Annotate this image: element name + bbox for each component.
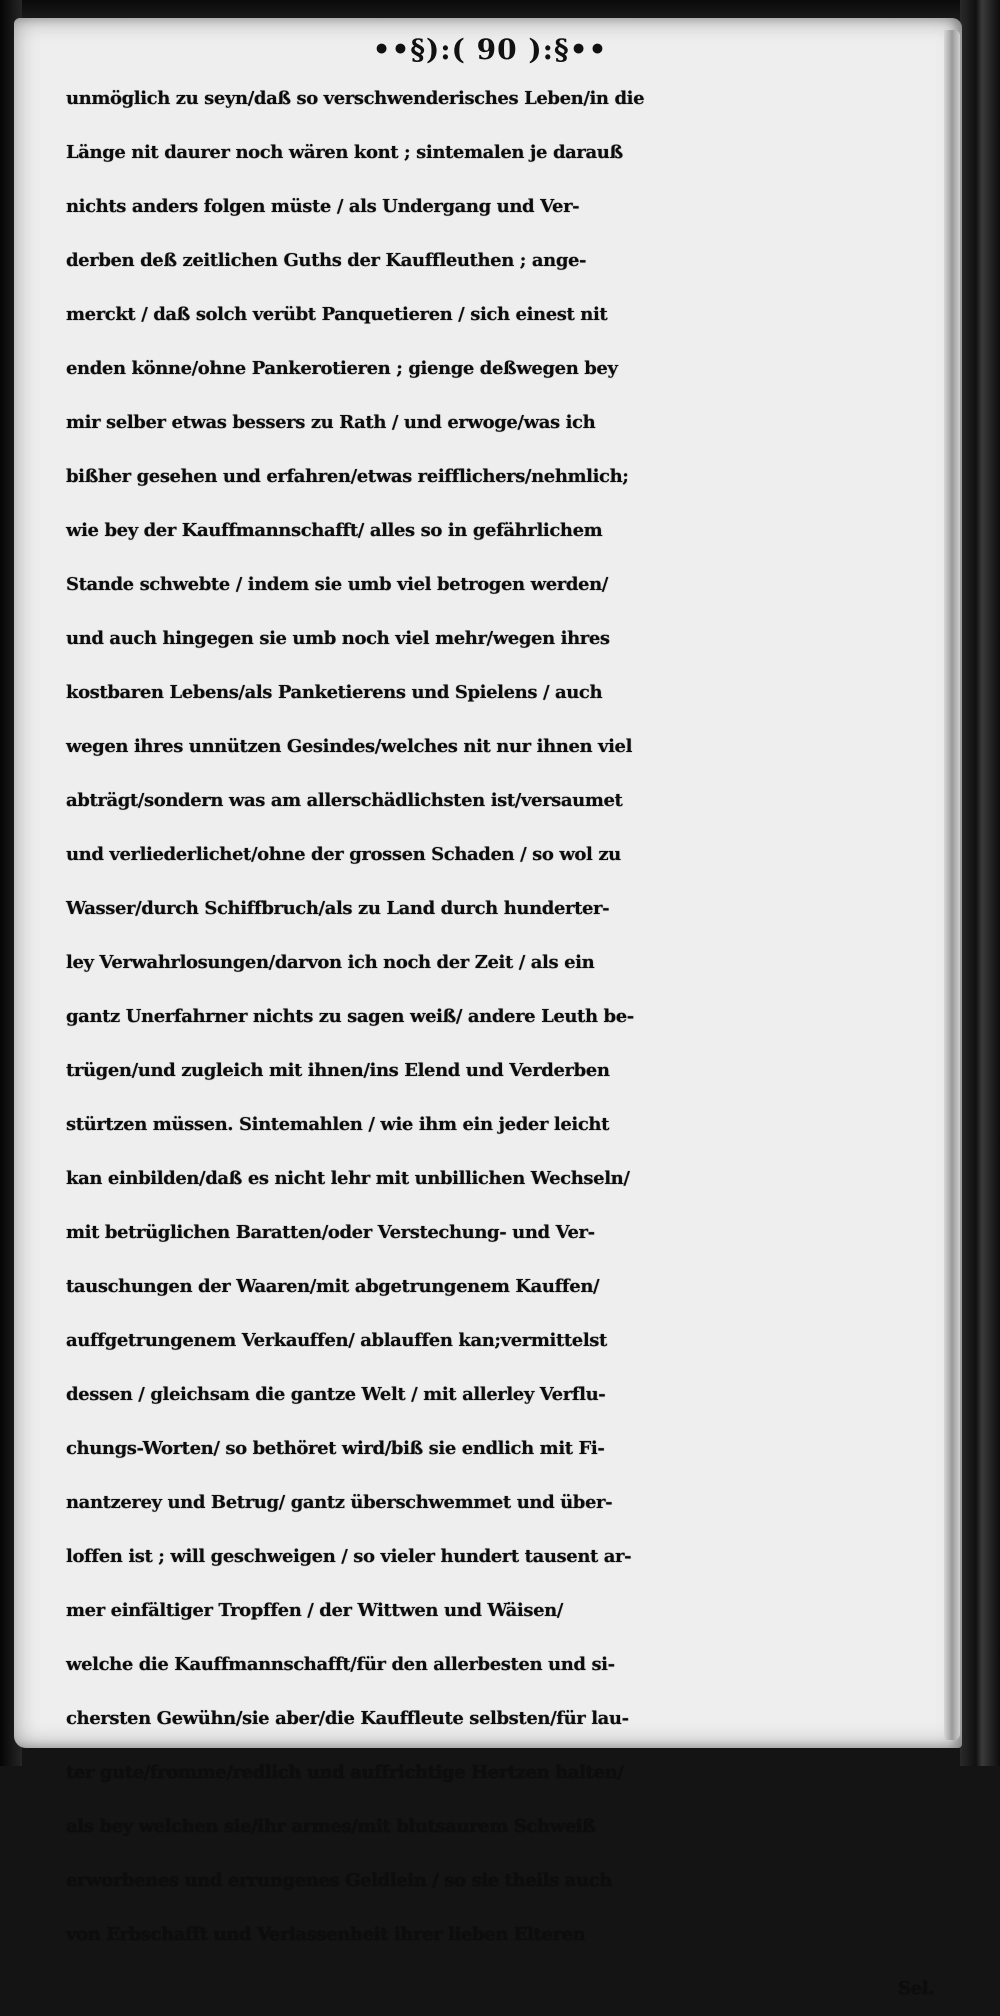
text-line: dessen / gleichsam die gantze Welt / mit allerley Verflu- (66, 1384, 606, 1405)
text-line: gantz Unerfahrner nichts zu sagen weiß/ andere Leuth be- (66, 1006, 634, 1027)
text-line: Stande schwebte / indem sie umb viel betrogen werden/ (66, 574, 608, 595)
text-line: ley Verwahrlosungen/darvon ich noch der Zeit / als ein (66, 952, 595, 973)
text-line: mer einfältiger Tropffen / der Wittwen und Wäisen/ (66, 1600, 563, 1621)
page-text-block (66, 72, 956, 2016)
text-line: bißher gesehen und erfahren/etwas reifflichers/nehmlich; (66, 466, 629, 487)
text-line: chersten Gewühn/sie aber/die Kauffleute selbsten/für lau- (66, 1708, 629, 1729)
catchword: Sel. (898, 1978, 934, 1999)
text-line: und auch hingegen sie umb noch viel mehr/wegen ihres (66, 628, 610, 649)
text-line: stürtzen müssen. Sintemahlen / wie ihm ein jeder leicht (66, 1114, 609, 1135)
text-line: welche die Kauffmannschafft/für den allerbesten und si- (66, 1654, 615, 1675)
text-line: trügen/und zugleich mit ihnen/ins Elend und Verderben (66, 1060, 610, 1081)
text-line: als bey welchen sie/ihr armes/mit blutsaurem Schweiß (66, 1816, 596, 1837)
text-line: und verliederlichet/ohne der grossen Schaden / so wol zu (66, 844, 621, 865)
text-line: nantzerey und Betrug/ gantz überschwemmet und über- (66, 1492, 613, 1513)
text-line: von Erbschafft und Verlassenheit ihrer lieben Elteren (66, 1924, 586, 1945)
text-line: kostbaren Lebens/als Panketierens und Spielens / auch (66, 682, 603, 703)
text-line: erworbenes und errungenes Geldlein / so sie theils auch (66, 1870, 612, 1891)
text-line: ter gute/fromme/redlich und auffrichtige Hertzen halten/ (66, 1762, 624, 1783)
text-line: Wasser/durch Schiffbruch/als zu Land durch hunderter- (66, 898, 610, 919)
text-line: derben deß zeitlichen Guths der Kauffleuthen ; ange- (66, 250, 587, 271)
book-binding-right (960, 0, 1000, 1766)
text-line: Länge nit daurer noch wären kont ; sintemalen je darauß (66, 142, 623, 163)
text-line: wegen ihres unnützen Gesindes/welches nit nur ihnen viel (66, 736, 633, 757)
page-header-number: ••§):( 90 ):§•• (372, 33, 608, 66)
text-line: enden könne/ohne Pankerotieren ; gienge deßwegen bey (66, 358, 618, 379)
text-line: tauschungen der Waaren/mit abgetrungenem Kauffen/ (66, 1276, 600, 1297)
text-line: wie bey der Kauffmannschafft/ alles so in gefährlichem (66, 520, 603, 541)
text-line: abträgt/sondern was am allerschädlichsten ist/versaumet (66, 790, 623, 811)
text-line: unmöglich zu seyn/daß so verschwenderisches Leben/in die (66, 88, 645, 109)
text-line: nichts anders folgen müste / als Undergang und Ver- (66, 196, 580, 217)
text-line: mit betrüglichen Baratten/oder Verstechung- und Ver- (66, 1222, 595, 1243)
text-line: loffen ist ; will geschweigen / so vieler hundert tausent ar- (66, 1546, 632, 1567)
text-line: auffgetrungenem Verkauffen/ ablauffen kan;vermittelst (66, 1330, 607, 1351)
text-line: chungs-Worten/ so bethöret wird/biß sie endlich mit Fi- (66, 1438, 605, 1459)
text-line: mir selber etwas bessers zu Rath / und erwoge/was ich (66, 412, 596, 433)
text-line: kan einbilden/daß es nicht lehr mit unbillichen Wechseln/ (66, 1168, 630, 1189)
text-line: merckt / daß solch verübt Panquetieren / sich einest nit (66, 304, 608, 325)
